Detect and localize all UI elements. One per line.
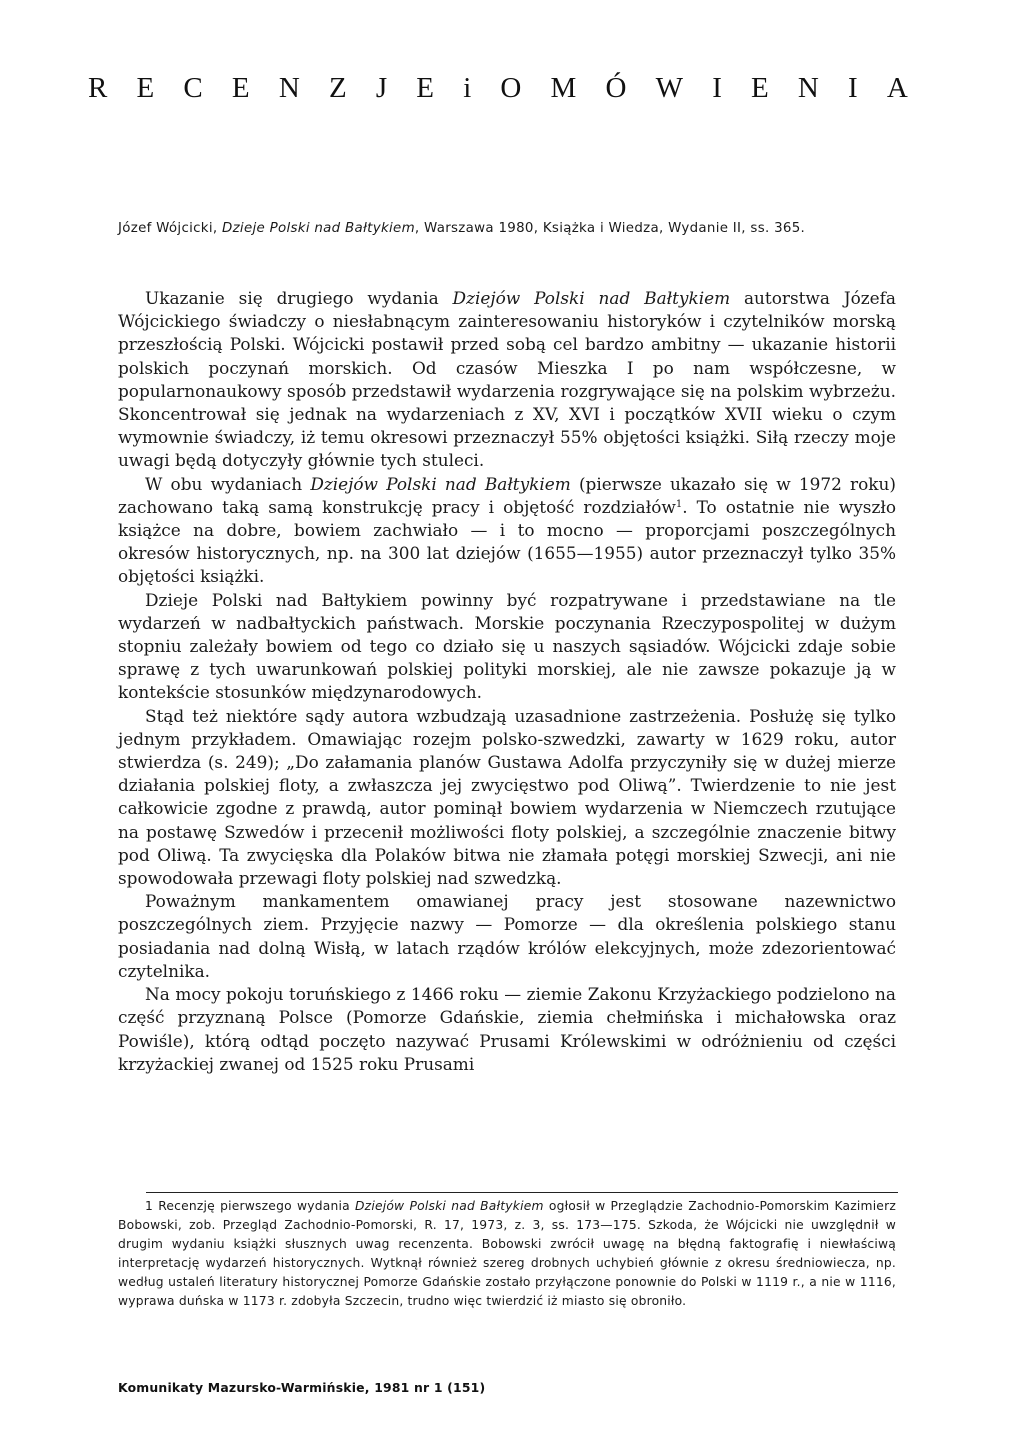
heading-letter: E xyxy=(136,72,155,104)
footnote xyxy=(118,1197,896,1312)
footnote-divider xyxy=(146,1192,898,1193)
paragraph-text: W obu wydaniach xyxy=(145,473,311,494)
paragraph-text: . To ostatnie nie wyszło książce na dobre, bowiem zachwiało — i to mocno — proporcjami poszczególnych okresów historycznych, np. na 300 lat dziejów (1655—1955) autor przeznaczył tylko 35% objętości książki. xyxy=(118,496,897,587)
heading-letter: i xyxy=(463,72,472,104)
heading-letter: J xyxy=(375,72,388,104)
footnote-marker: 1 xyxy=(675,498,683,510)
paragraph: Dzieje Polski nad Bałtykiem powinny być rozpatrywane i przedstawiane na tle wydarzeń w nadbałtyckich państwach. Morskie poczynania Rzeczypospolitej w dużym stopniu zależały bowiem od tego co działo się u naszych sąsiadów. Wójcicki zdaje sobie sprawę z tych uwarunkowań polskiej polityki morskiej, ale nie zawsze pokazuje ją w kontekście stosunków międzynarodowych. xyxy=(118,589,896,703)
review-body xyxy=(118,287,896,1076)
book-title-reference: Dziejów Polski nad Bałtykiem xyxy=(355,1199,544,1213)
heading-letter: E xyxy=(231,72,250,104)
paragraph: Stąd też niektóre sądy autora wzbudzają uzasadnione zastrzeżenia. Posłużę się tylko jednym przykładem. Omawiając rozejm polsko-szwedzki, zawarty w 1629 roku, autor stwierdza (s. 249); „Do załamania planów Gustawa Adolfa przyczyniły się w dużej mierze działania polskiej floty, a zwłaszcza jej zwycięstwo pod Oliwą”. Twierdzenie to nie jest całkowicie zgodne z prawdą, autor pominął bowiem wydarzenia w Niemczech rzutujące na postawę Szwedów i przecenił możliwości floty polskiej, a szczególnie znaczenie bitwy pod Oliwą. Ta zwycięska dla Polaków bitwa nie złamała potęgi morskiej Szwecji, ani nie spowodowała przewagi floty polskiej nad szwedzką. xyxy=(118,705,896,889)
paragraph-text: (pierwsze ukazało się w 1972 roku) zachowano taką samą konstrukcję pracy i objętość rozdziałów xyxy=(118,473,896,517)
heading-letter: O xyxy=(500,72,522,104)
section-heading xyxy=(88,72,908,105)
heading-letter: Z xyxy=(328,72,347,104)
paragraph: Na mocy pokoju toruńskiego z 1466 roku — ziemie Zakonu Krzyżackiego podzielono na część przyznaną Polsce (Pomorze Gdańskie, ziemia chełmińska i michałowska oraz Powiśle), którą odtąd poczęto nazywać Prusami Królewskimi w odróżnieniu od części krzyżackiej zwanej od 1525 roku Prusami xyxy=(118,984,896,1074)
heading-letter: A xyxy=(886,72,908,104)
heading-letter: W xyxy=(655,72,684,104)
paragraph-text: autorstwa Józefa Wójcickiego świadczy o niesłabnącym zainteresowaniu historyków i czytelników morską przeszłością Polski. Wójcicki postawił przed sobą cel bardzo ambitny — ukazanie historii polskich poczynań morskich. Od czasów Mieszka I po nam współczesne, w popularnonaukowy sposób przedstawił wydarzenia rozgrywające się na polskim wybrzeżu. Skoncentrował się jednak na wydarzeniach z XV, XVI i początków XVII wieku o czym wymownie świadczy, iż temu okresowi przeznaczył 55% objętości książki. Siłą rzeczy moje uwagi będą dotyczyły głównie tych stuleci. xyxy=(118,288,896,471)
citation-details: , Warszawa 1980, Książka i Wiedza, Wydanie II, ss. 365. xyxy=(414,221,806,236)
paragraph xyxy=(118,287,896,473)
heading-letter: I xyxy=(712,72,722,104)
paragraph xyxy=(118,473,896,589)
heading-letter: E xyxy=(416,72,435,104)
footnote-text: ogłosił w Przeglądzie Zachodnio-Pomorskim Kazimierz Bobowski, zob. Przegląd Zachodnio-Pomorski, R. 17, 1973, z. 3, ss. 173—175. Szkoda, że Wójcicki nie uwzględnił w drugim wydaniu książki słusznych uwag recenzenta. Bobowski zwrócił uwagę na błędną faktografię i niewłaściwą interpretację wydarzeń historycznych. Wytknął również szereg drobnych uchybień głównie z okresu średniowiecza, np. według ustaleń literatury historycznej Pomorze Gdańskie zostało przyłączone ponownie do Polski w 1119 r., a nie w 1116, wyprawa duńska w 1173 r. zdobyła Szczecin, trudno więc twierdzić iż miasto się obroniło. xyxy=(118,1199,896,1309)
heading-letter: N xyxy=(278,72,300,104)
book-citation xyxy=(118,218,908,239)
book-title-reference: Dziejów Polski nad Bałtykiem xyxy=(452,288,731,308)
footnote-text: 1 Recenzję pierwszego wydania xyxy=(145,1199,356,1213)
heading-letter: E xyxy=(751,72,769,104)
citation-author: Józef Wójcicki, xyxy=(118,221,222,236)
journal-footer: Komunikaty Mazursko-Warmińskie, 1981 nr 1 (151) xyxy=(118,1380,486,1395)
heading-letter: I xyxy=(848,72,858,104)
citation-book-title: Dzieje Polski nad Bałtykiem xyxy=(221,221,415,236)
paragraph-text: Ukazanie się drugiego wydania xyxy=(145,288,453,308)
heading-letter: N xyxy=(797,72,819,104)
heading-letter: Ó xyxy=(605,72,627,104)
heading-letter: R xyxy=(88,72,108,104)
heading-letter: M xyxy=(550,72,577,104)
heading-letter: C xyxy=(183,72,203,104)
book-title-reference: Dziejów Polski nad Bałtykiem xyxy=(310,473,571,494)
footnotes xyxy=(118,1197,896,1312)
paragraph: Poważnym mankamentem omawianej pracy jest stosowane nazewnictwo poszczególnych ziem. Przyjęcie nazwy — Pomorze — dla określenia polskiego stanu posiadania nad dolną Wisłą, w latach rządów królów elekcyjnych, może zdezorientować czytelnika. xyxy=(118,891,896,981)
